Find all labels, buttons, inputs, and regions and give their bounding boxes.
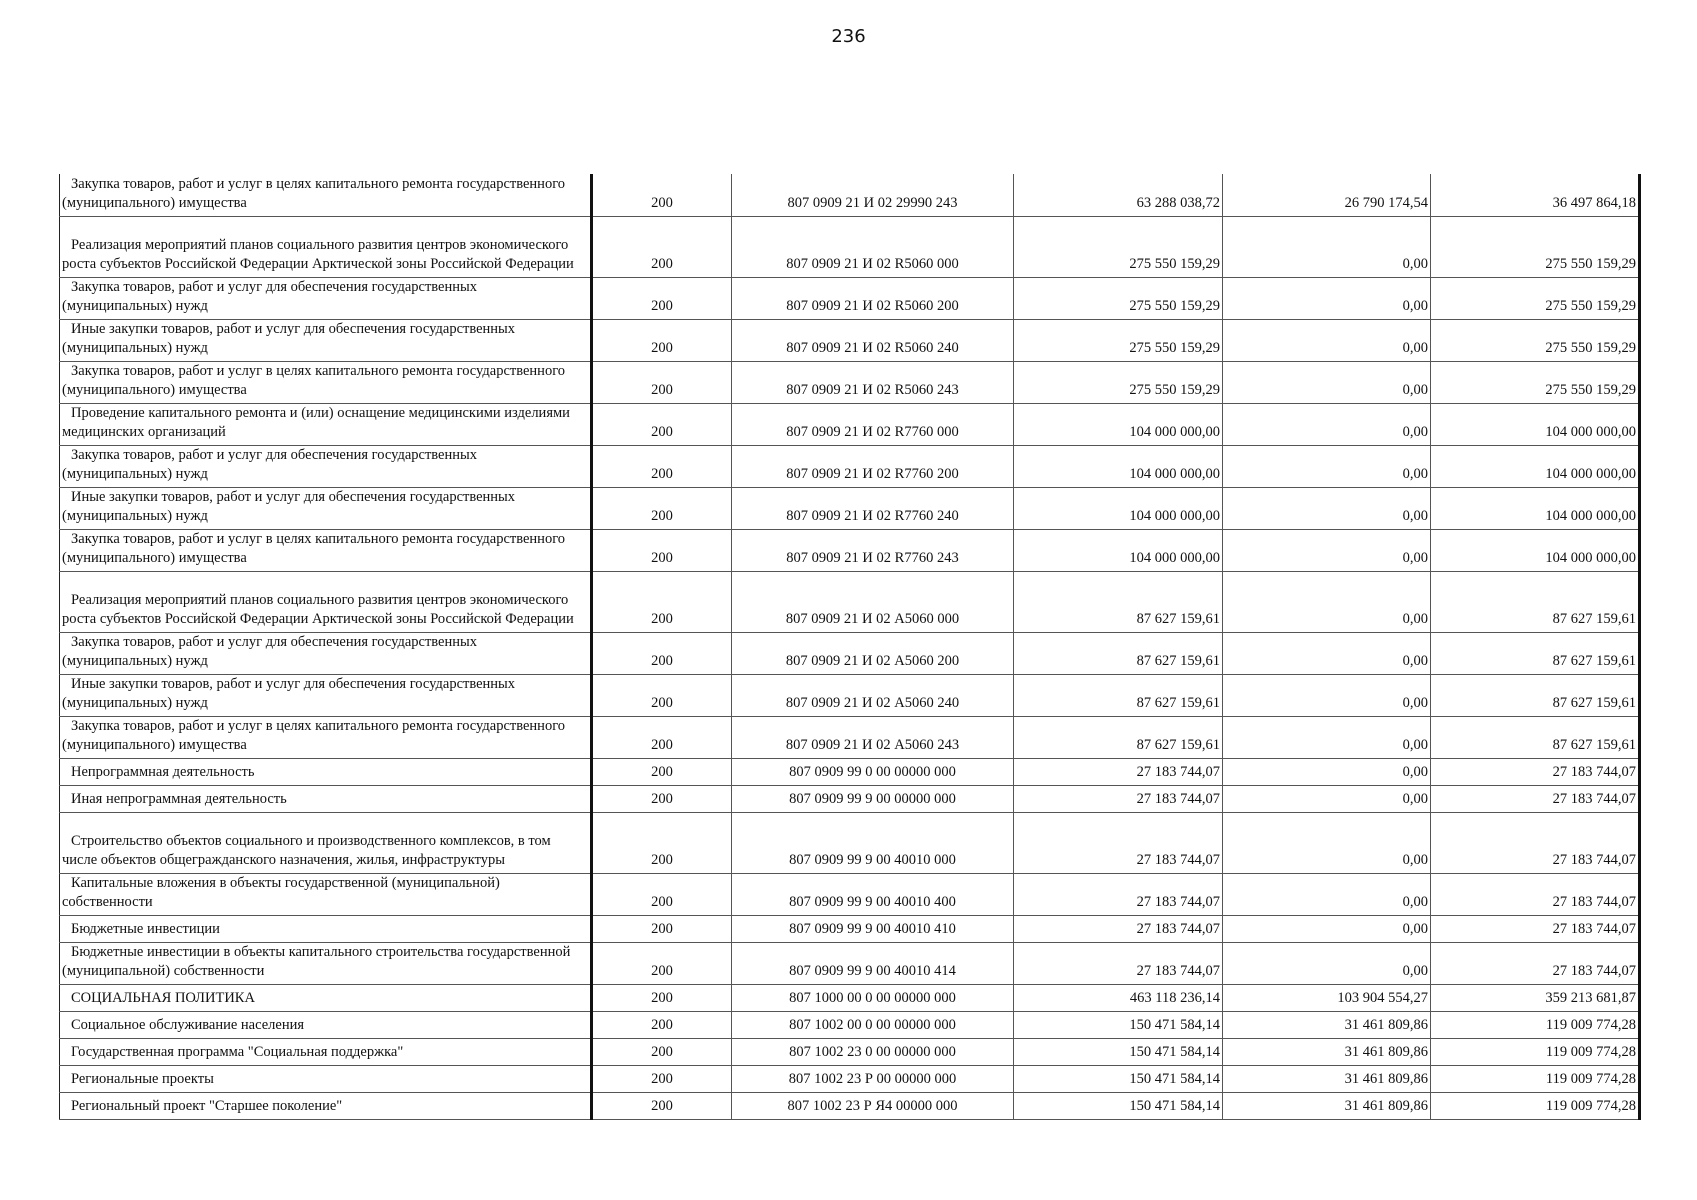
row-name-line2: (муниципальных) нужд <box>62 465 208 482</box>
row-name <box>60 812 592 873</box>
row-code: 200 <box>592 873 732 915</box>
row-code: 200 <box>592 571 732 632</box>
row-name-line1: Закупка товаров, работ и услуг в целях капитального ремонта государственного <box>71 717 566 734</box>
row-value-1: 27 183 744,07 <box>1014 873 1223 915</box>
row-value-2: 0,00 <box>1223 873 1431 915</box>
row-name-line2: роста субъектов Российской Федерации Арктической зоны Российской Федерации <box>62 610 574 627</box>
row-code: 200 <box>592 319 732 361</box>
row-value-1: 87 627 159,61 <box>1014 674 1223 716</box>
row-kbk: 807 1002 00 0 00 00000 000 <box>732 1011 1014 1038</box>
row-name-line1: Закупка товаров, работ и услуг в целях капитального ремонта государственного <box>71 530 566 547</box>
row-value-1: 87 627 159,61 <box>1014 716 1223 758</box>
row-value-3: 36 497 864,18 <box>1431 174 1640 216</box>
row-value-3: 104 000 000,00 <box>1431 487 1640 529</box>
table-row <box>60 915 1640 942</box>
row-name-line1: Закупка товаров, работ и услуг для обеспечения государственных <box>71 446 478 463</box>
row-value-1: 27 183 744,07 <box>1014 785 1223 812</box>
row-value-1: 27 183 744,07 <box>1014 758 1223 785</box>
row-kbk: 807 0909 21 И 02 R5060 000 <box>732 216 1014 277</box>
table-row <box>60 361 1640 403</box>
budget-table <box>59 174 1641 1120</box>
row-name <box>60 319 592 361</box>
row-name <box>60 758 592 785</box>
row-kbk: 807 1002 23 Р 00 00000 000 <box>732 1065 1014 1092</box>
row-name <box>60 785 592 812</box>
row-kbk: 807 0909 21 И 02 29990 243 <box>732 174 1014 216</box>
row-code: 200 <box>592 529 732 571</box>
row-value-1: 63 288 038,72 <box>1014 174 1223 216</box>
row-code: 200 <box>592 487 732 529</box>
row-value-3: 104 000 000,00 <box>1431 529 1640 571</box>
row-value-2: 0,00 <box>1223 319 1431 361</box>
row-value-2: 0,00 <box>1223 942 1431 984</box>
row-name-line2: (муниципальных) нужд <box>62 507 208 524</box>
row-value-2: 31 461 809,86 <box>1223 1065 1431 1092</box>
row-kbk: 807 0909 21 И 02 R5060 243 <box>732 361 1014 403</box>
row-name-line1: Реализация мероприятий планов социального развития центров экономического <box>71 236 569 253</box>
row-name-line2: (муниципального) имущества <box>62 736 247 753</box>
row-value-2: 0,00 <box>1223 445 1431 487</box>
row-name-line1: СОЦИАЛЬНАЯ ПОЛИТИКА <box>71 989 255 1006</box>
row-name-line1: Бюджетные инвестиции в объекты капитального строительства государственной <box>71 943 571 960</box>
table-row <box>60 1065 1640 1092</box>
table-row <box>60 632 1640 674</box>
row-kbk: 807 0909 21 И 02 R5060 200 <box>732 277 1014 319</box>
row-name-line1: Закупка товаров, работ и услуг в целях капитального ремонта государственного <box>71 362 566 379</box>
row-kbk: 807 0909 99 0 00 00000 000 <box>732 758 1014 785</box>
row-name <box>60 942 592 984</box>
row-value-2: 0,00 <box>1223 785 1431 812</box>
row-value-2: 26 790 174,54 <box>1223 174 1431 216</box>
row-value-1: 87 627 159,61 <box>1014 632 1223 674</box>
row-value-3: 275 550 159,29 <box>1431 319 1640 361</box>
row-name <box>60 529 592 571</box>
row-name-line1: Иная непрограммная деятельность <box>71 790 287 807</box>
row-name <box>60 873 592 915</box>
budget-table-body <box>60 174 1640 1119</box>
row-value-3: 27 183 744,07 <box>1431 785 1640 812</box>
row-name <box>60 716 592 758</box>
row-name-line1: Строительство объектов социального и производственного комплексов, в том <box>71 832 551 849</box>
row-value-2: 0,00 <box>1223 487 1431 529</box>
table-row <box>60 445 1640 487</box>
row-name <box>60 403 592 445</box>
row-value-3: 275 550 159,29 <box>1431 216 1640 277</box>
table-row <box>60 942 1640 984</box>
table-row <box>60 758 1640 785</box>
row-value-1: 275 550 159,29 <box>1014 319 1223 361</box>
row-value-2: 0,00 <box>1223 571 1431 632</box>
row-name-line1: Иные закупки товаров, работ и услуг для обеспечения государственных <box>71 675 516 692</box>
table-row <box>60 1038 1640 1065</box>
row-name <box>60 487 592 529</box>
row-value-2: 0,00 <box>1223 216 1431 277</box>
table-row <box>60 529 1640 571</box>
row-name <box>60 1038 592 1065</box>
row-value-3: 119 009 774,28 <box>1431 1011 1640 1038</box>
row-name <box>60 1011 592 1038</box>
row-code: 200 <box>592 1038 732 1065</box>
row-name-line2: собственности <box>62 893 153 910</box>
row-kbk: 807 0909 99 9 00 40010 414 <box>732 942 1014 984</box>
row-code: 200 <box>592 361 732 403</box>
row-value-2: 0,00 <box>1223 812 1431 873</box>
row-value-2: 31 461 809,86 <box>1223 1011 1431 1038</box>
row-value-2: 0,00 <box>1223 716 1431 758</box>
row-code: 200 <box>592 216 732 277</box>
row-value-3: 104 000 000,00 <box>1431 445 1640 487</box>
row-code: 200 <box>592 1065 732 1092</box>
row-code: 200 <box>592 942 732 984</box>
row-code: 200 <box>592 277 732 319</box>
row-value-3: 27 183 744,07 <box>1431 758 1640 785</box>
row-value-2: 0,00 <box>1223 529 1431 571</box>
row-name-line2: роста субъектов Российской Федерации Арктической зоны Российской Федерации <box>62 255 574 272</box>
row-name <box>60 216 592 277</box>
row-name-line2: медицинских организаций <box>62 423 226 440</box>
row-name-line1: Государственная программа "Социальная поддержка" <box>71 1043 404 1060</box>
row-value-2: 31 461 809,86 <box>1223 1092 1431 1119</box>
table-row <box>60 716 1640 758</box>
row-code: 200 <box>592 674 732 716</box>
row-value-1: 150 471 584,14 <box>1014 1011 1223 1038</box>
row-name-line1: Проведение капитального ремонта и (или) оснащение медицинскими изделиями <box>71 404 570 421</box>
row-kbk: 807 0909 21 И 02 R7760 000 <box>732 403 1014 445</box>
row-kbk: 807 0909 21 И 02 А5060 200 <box>732 632 1014 674</box>
row-value-3: 27 183 744,07 <box>1431 915 1640 942</box>
row-value-3: 275 550 159,29 <box>1431 277 1640 319</box>
row-kbk: 807 0909 21 И 02 А5060 000 <box>732 571 1014 632</box>
row-value-1: 150 471 584,14 <box>1014 1065 1223 1092</box>
row-code: 200 <box>592 812 732 873</box>
row-value-1: 275 550 159,29 <box>1014 216 1223 277</box>
table-row <box>60 487 1640 529</box>
row-name <box>60 571 592 632</box>
table-row <box>60 674 1640 716</box>
row-name <box>60 277 592 319</box>
row-value-1: 150 471 584,14 <box>1014 1092 1223 1119</box>
row-name <box>60 1092 592 1119</box>
row-kbk: 807 0909 99 9 00 40010 400 <box>732 873 1014 915</box>
row-name-line2: (муниципальных) нужд <box>62 652 208 669</box>
table-row <box>60 216 1640 277</box>
row-code: 200 <box>592 403 732 445</box>
row-value-1: 463 118 236,14 <box>1014 984 1223 1011</box>
row-kbk: 807 0909 99 9 00 40010 410 <box>732 915 1014 942</box>
row-value-3: 87 627 159,61 <box>1431 716 1640 758</box>
row-code: 200 <box>592 716 732 758</box>
row-kbk: 807 0909 21 И 02 А5060 243 <box>732 716 1014 758</box>
row-value-1: 104 000 000,00 <box>1014 445 1223 487</box>
row-name-line2: числе объектов общегражданского назначения, жилья, инфраструктуры <box>62 851 505 868</box>
row-code: 200 <box>592 785 732 812</box>
row-value-3: 275 550 159,29 <box>1431 361 1640 403</box>
row-value-3: 119 009 774,28 <box>1431 1038 1640 1065</box>
row-name-line2: (муниципальных) нужд <box>62 694 208 711</box>
row-value-2: 31 461 809,86 <box>1223 1038 1431 1065</box>
row-name-line2: (муниципальных) нужд <box>62 339 208 356</box>
row-name <box>60 1065 592 1092</box>
row-name-line2: (муниципальной) собственности <box>62 962 265 979</box>
row-value-2: 0,00 <box>1223 758 1431 785</box>
row-code: 200 <box>592 1092 732 1119</box>
row-value-2: 0,00 <box>1223 403 1431 445</box>
row-value-1: 104 000 000,00 <box>1014 529 1223 571</box>
row-name <box>60 445 592 487</box>
row-value-3: 27 183 744,07 <box>1431 873 1640 915</box>
row-kbk: 807 1002 23 Р Я4 00000 000 <box>732 1092 1014 1119</box>
row-value-3: 119 009 774,28 <box>1431 1065 1640 1092</box>
row-code: 200 <box>592 1011 732 1038</box>
table-row <box>60 785 1640 812</box>
row-kbk: 807 0909 21 И 02 R7760 243 <box>732 529 1014 571</box>
row-value-3: 27 183 744,07 <box>1431 942 1640 984</box>
row-code: 200 <box>592 758 732 785</box>
table-row <box>60 1011 1640 1038</box>
row-kbk: 807 0909 99 9 00 40010 000 <box>732 812 1014 873</box>
row-value-3: 27 183 744,07 <box>1431 812 1640 873</box>
row-name <box>60 984 592 1011</box>
table-row <box>60 984 1640 1011</box>
row-code: 200 <box>592 445 732 487</box>
table-row <box>60 174 1640 216</box>
row-value-2: 0,00 <box>1223 915 1431 942</box>
row-name-line1: Региональный проект "Старшее поколение" <box>71 1097 343 1114</box>
table-row <box>60 873 1640 915</box>
table-row <box>60 319 1640 361</box>
row-value-3: 359 213 681,87 <box>1431 984 1640 1011</box>
row-name-line1: Реализация мероприятий планов социального развития центров экономического <box>71 591 569 608</box>
row-code: 200 <box>592 915 732 942</box>
row-name-line1: Социальное обслуживание населения <box>71 1016 305 1033</box>
row-value-2: 0,00 <box>1223 277 1431 319</box>
table-row <box>60 403 1640 445</box>
row-name <box>60 632 592 674</box>
row-value-1: 104 000 000,00 <box>1014 487 1223 529</box>
row-code: 200 <box>592 984 732 1011</box>
row-value-1: 27 183 744,07 <box>1014 812 1223 873</box>
row-name <box>60 674 592 716</box>
row-kbk: 807 0909 21 И 02 А5060 240 <box>732 674 1014 716</box>
row-value-3: 87 627 159,61 <box>1431 632 1640 674</box>
row-name-line1: Закупка товаров, работ и услуг в целях капитального ремонта государственного <box>71 175 566 192</box>
row-value-1: 27 183 744,07 <box>1014 915 1223 942</box>
row-name <box>60 361 592 403</box>
row-kbk: 807 0909 21 И 02 R7760 240 <box>732 487 1014 529</box>
row-value-1: 275 550 159,29 <box>1014 361 1223 403</box>
row-name-line2: (муниципального) имущества <box>62 381 247 398</box>
row-value-2: 0,00 <box>1223 632 1431 674</box>
table-row <box>60 1092 1640 1119</box>
row-value-2: 0,00 <box>1223 361 1431 403</box>
row-value-1: 27 183 744,07 <box>1014 942 1223 984</box>
row-kbk: 807 0909 21 И 02 R7760 200 <box>732 445 1014 487</box>
row-name-line1: Региональные проекты <box>71 1070 214 1087</box>
row-name-line1: Капитальные вложения в объекты государственной (муниципальной) <box>71 874 500 891</box>
row-name-line1: Закупка товаров, работ и услуг для обеспечения государственных <box>71 278 478 295</box>
page-number: 236 <box>831 26 866 47</box>
row-value-3: 87 627 159,61 <box>1431 674 1640 716</box>
row-code: 200 <box>592 174 732 216</box>
row-value-2: 103 904 554,27 <box>1223 984 1431 1011</box>
row-value-1: 275 550 159,29 <box>1014 277 1223 319</box>
row-name-line1: Бюджетные инвестиции <box>71 920 220 937</box>
row-value-3: 87 627 159,61 <box>1431 571 1640 632</box>
row-name-line1: Непрограммная деятельность <box>71 763 255 780</box>
row-name-line2: (муниципальных) нужд <box>62 297 208 314</box>
row-kbk: 807 0909 21 И 02 R5060 240 <box>732 319 1014 361</box>
row-name-line2: (муниципального) имущества <box>62 549 247 566</box>
table-row <box>60 571 1640 632</box>
table-row <box>60 277 1640 319</box>
row-name <box>60 174 592 216</box>
table-row <box>60 812 1640 873</box>
row-name-line1: Иные закупки товаров, работ и услуг для обеспечения государственных <box>71 320 516 337</box>
row-name-line2: (муниципального) имущества <box>62 194 247 211</box>
row-value-3: 104 000 000,00 <box>1431 403 1640 445</box>
row-kbk: 807 1000 00 0 00 00000 000 <box>732 984 1014 1011</box>
row-name-line1: Иные закупки товаров, работ и услуг для обеспечения государственных <box>71 488 516 505</box>
row-code: 200 <box>592 632 732 674</box>
row-value-1: 150 471 584,14 <box>1014 1038 1223 1065</box>
row-kbk: 807 1002 23 0 00 00000 000 <box>732 1038 1014 1065</box>
row-name-line1: Закупка товаров, работ и услуг для обеспечения государственных <box>71 633 478 650</box>
row-value-3: 119 009 774,28 <box>1431 1092 1640 1119</box>
row-name <box>60 915 592 942</box>
row-value-1: 104 000 000,00 <box>1014 403 1223 445</box>
row-value-2: 0,00 <box>1223 674 1431 716</box>
row-value-1: 87 627 159,61 <box>1014 571 1223 632</box>
row-kbk: 807 0909 99 9 00 00000 000 <box>732 785 1014 812</box>
